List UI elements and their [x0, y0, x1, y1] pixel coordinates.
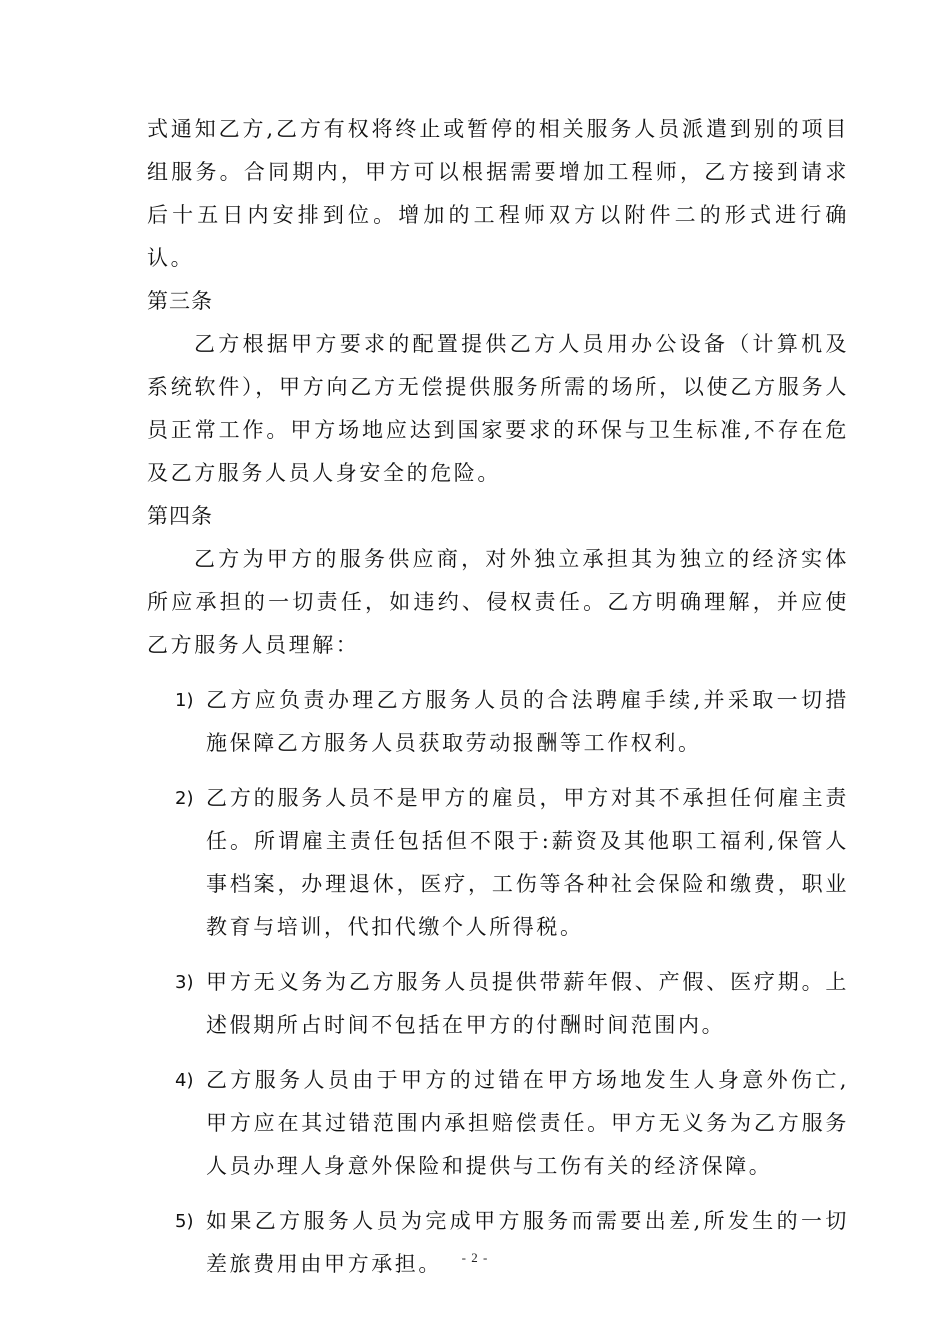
- list-item-text: 如果乙方服务人员为完成甲方服务而需要出差,所发生的一切差旅费用由甲方承担。: [206, 1209, 849, 1276]
- paragraph-article-4: 乙方为甲方的服务供应商，对外独立承担其为独立的经济实体所应承担的一切责任，如违约、侵权责任。乙方明确理解，并应使乙方服务人员理解：: [147, 547, 849, 657]
- paragraph-article-3: 乙方根据甲方要求的配置提供乙方人员用办公设备（计算机及系统软件），甲方向乙方无偿提供服务所需的场所，以使乙方服务人员正常工作。甲方场地应达到国家要求的环保与卫生标准,不存在危及乙方服务人员人身安全的危险。: [147, 332, 849, 485]
- article-heading-4: 第四条: [147, 504, 213, 528]
- paragraph-continuation: 式通知乙方,乙方有权将终止或暂停的相关服务人员派遣到别的项目组服务。合同期内，甲方可以根据需要增加工程师，乙方接到请求后十五日内安排到位。增加的工程师双方以附件二的形式进行确认。: [147, 117, 849, 270]
- list-item-text: 甲方无义务为乙方服务人员提供带薪年假、产假、医疗期。上述假期所占时间不包括在甲方的付酬时间范围内。: [206, 970, 849, 1037]
- list-item: [147, 1200, 849, 1286]
- list-item-number: 3): [175, 972, 194, 993]
- list-item: [147, 679, 849, 765]
- list-item-text: 乙方服务人员由于甲方的过错在甲方场地发生人身意外伤亡,甲方应在其过错范围内承担赔偿责任。甲方无义务为乙方服务人员办理人身意外保险和提供与工伤有关的经济保障。: [206, 1068, 849, 1178]
- list-item-number: 4): [175, 1070, 194, 1091]
- list-item-text: 乙方应负责办理乙方服务人员的合法聘雇手续,并采取一切措施保障乙方服务人员获取劳动报酬等工作权利。: [206, 688, 849, 755]
- article-heading-3: 第三条: [147, 289, 213, 313]
- document-body: [147, 108, 849, 1286]
- list-item-number: 1): [175, 690, 194, 711]
- numbered-list: [147, 679, 849, 1286]
- list-item: [147, 961, 849, 1047]
- page-number: - 2 -: [461, 1250, 489, 1265]
- list-item-number: 2): [175, 788, 194, 809]
- list-item: [147, 1059, 849, 1188]
- list-item-number: 5): [175, 1211, 194, 1232]
- list-item: [147, 777, 849, 949]
- list-item-text: 乙方的服务人员不是甲方的雇员，甲方对其不承担任何雇主责任。所谓雇主责任包括但不限于:薪资及其他职工福利,保管人事档案，办理退休，医疗，工伤等各种社会保险和缴费，职业教育与培训，代扣代缴个人所得税。: [206, 786, 849, 939]
